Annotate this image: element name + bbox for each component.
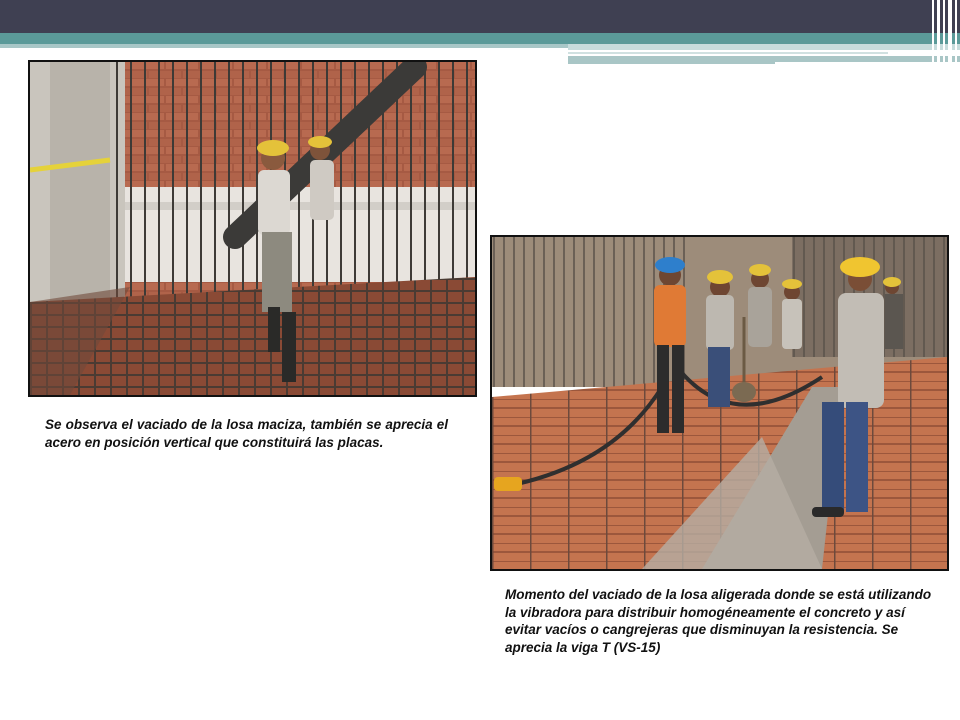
photo-solid-slab-pour — [28, 60, 477, 397]
header-accent-line — [568, 44, 960, 50]
caption-lightened-slab: Momento del vaciado de la losa aligerada donde se está utilizando la vibradora para distribuir homogéneamente el concreto y así evitar vacíos o cangrejeras que disminuyan la resistencia. Se aprecia la viga T (VS-15) — [505, 587, 932, 655]
header-accent-bar — [0, 33, 960, 44]
header-accent-line — [568, 52, 888, 54]
header-bar — [0, 0, 960, 33]
header-stripes — [930, 0, 960, 64]
photo-lightened-slab-vibrator — [490, 235, 949, 571]
caption-solid-slab: Se observa el vaciado de la losa maciza, también se aprecia el acero en posición vertical que constituirá las placas. — [45, 417, 448, 450]
header-accent-line — [0, 44, 568, 48]
